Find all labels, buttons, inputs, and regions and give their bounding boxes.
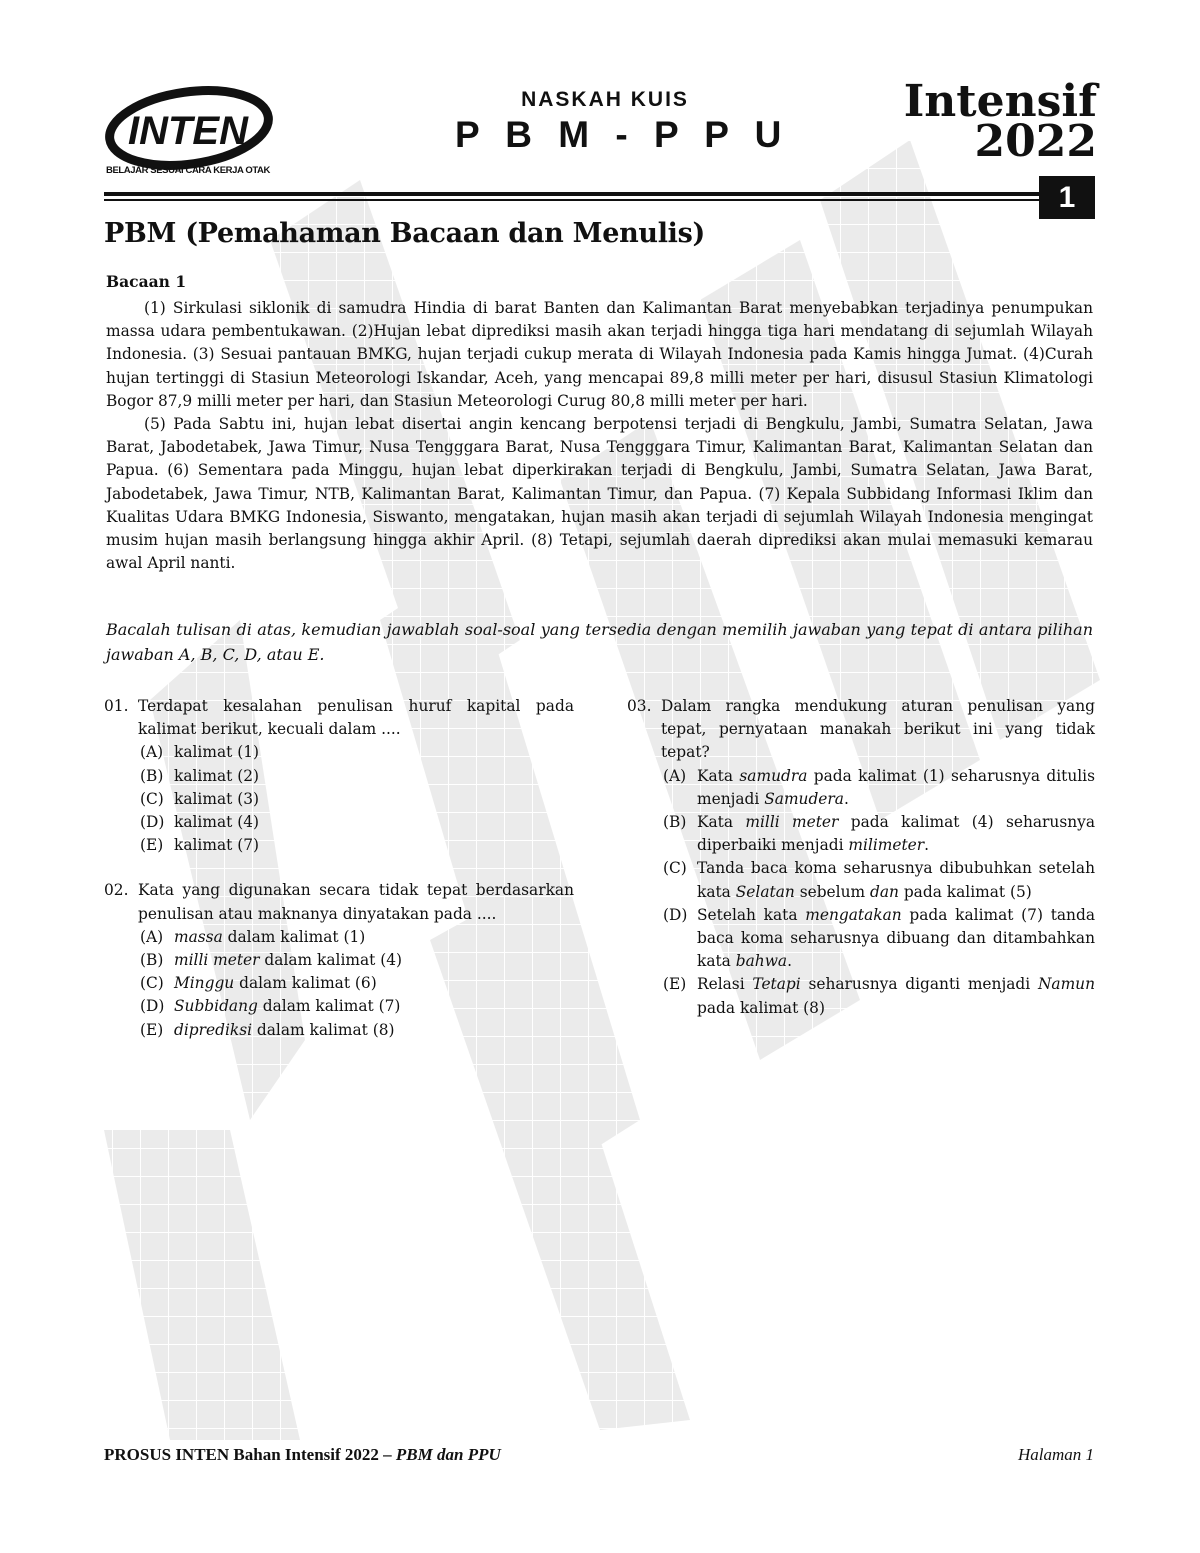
question-text: Terdapat kesalahan penulisan huruf kapital pada kalimat berikut, kecuali dalam .... [138, 697, 574, 739]
header-program [903, 76, 1097, 167]
header-subtitle: NASKAH KUIS [521, 88, 689, 111]
answer-option[interactable]: (E) Relasi Tetapi seharusnya diganti menjadi Namun pada kalimat (8) [663, 975, 1095, 1017]
answer-option[interactable]: (B) kalimat (2) [140, 766, 259, 785]
header-title: P B M - P P U [455, 114, 790, 155]
question-number: 03. [627, 697, 652, 715]
page-number-badge: 1 [1039, 176, 1095, 219]
instruction-text: Bacalah tulisan di atas, kemudian jawablah soal-soal yang tersedia dengan memilih jawaban yang tepat di antara pilihan jawaban A, B, C, D, atau E. [106, 620, 1093, 664]
program-name: Intensif [903, 76, 1097, 127]
question-text: Kata yang digunakan secara tidak tepat berdasarkan penulisan atau maknanya dinyatakan pada .... [138, 881, 574, 923]
question-02 [104, 879, 574, 1041]
question-number: 01. [104, 697, 129, 715]
passage-body [106, 297, 1093, 575]
answer-option[interactable]: (C) Tanda baca koma seharusnya dibubuhkan setelah kata Selatan sebelum dan pada kalimat (5) [663, 859, 1095, 901]
logo-tagline: BELAJAR SESUAI CARA KERJA OTAK [106, 165, 270, 176]
footer-page-number: Halaman 1 [1017, 1445, 1094, 1464]
answer-option[interactable]: (A) kalimat (1) [140, 743, 259, 762]
answer-option[interactable]: (C) kalimat (3) [140, 789, 259, 808]
section-title: PBM (Pemahaman Bacaan dan Menulis) [104, 218, 706, 249]
header-rule [104, 192, 1094, 196]
header-center [455, 88, 790, 156]
question-text: Dalam rangka mendukung aturan penulisan yang tepat, pernyataan manakah berikut ini yang tidak tepat? [661, 697, 1095, 762]
question-number: 02. [104, 881, 129, 900]
answer-option[interactable]: (D) Subbidang dalam kalimat (7) [140, 997, 401, 1016]
answer-option[interactable]: (D) kalimat (4) [140, 813, 259, 832]
answer-option[interactable]: (E) diprediksi dalam kalimat (8) [140, 1020, 395, 1039]
passage-paragraph: (1) Sirkulasi siklonik di samudra Hindia di barat Banten dan Kalimantan Barat menyebabkan terjadinya penumpukan massa udara pembentukawan. (2)Hujan lebat diprediksi masih akan terjadi hingga tiga hari mendatang di sejumlah Wilayah Indonesia. (3) Sesuai pantauan BMKG, hujan terjadi cukup merata di Wilayah Indonesia pada Kamis hingga Jumat. (4)Curah hujan tertinggi di Stasiun Meteorologi Iskandar, Aceh, yang mencapai 89,8 milli meter per hari, disusul Stasiun Klimatologi Bogor 87,9 milli meter per hari, dan Stasiun Meteorologi Curug 80,8 milli meter per hari. [106, 299, 1093, 410]
answer-option[interactable]: (B) milli meter dalam kalimat (4) [140, 951, 403, 970]
question-01 [104, 695, 574, 857]
answer-option[interactable]: (E) kalimat (7) [140, 836, 259, 855]
question-column-right [627, 695, 1095, 1042]
answer-option[interactable]: (A) massa dalam kalimat (1) [140, 927, 366, 946]
footer-source: PROSUS INTEN Bahan Intensif 2022 – PBM dan PPU [104, 1445, 501, 1464]
passage-paragraph: (5) Pada Sabtu ini, hujan lebat disertai angin kencang berpotensi terjadi di Bengkulu, Jambi, Sumatra Selatan, Jawa Barat, Jabodetabek, Jawa Timur, Nusa Tengggara Barat, Nusa Tengggara Timur, Kalimantan Barat, Kalimantan Selatan dan Papua. (6) Sementara pada Minggu, hujan lebat diperkirakan terjadi di Bengkulu, Jambi, Sumatra Selatan, Jawa Barat, Jabodetabek, Jawa Timur, NTB, Kalimantan Barat, Kalimantan Timur, dan Papua. (7) Kepala Subbidang Informasi Iklim dan Kualitas Udara BMKG Indonesia, Siswanto, mengatakan, hujan masih akan terjadi di sejumlah Wilayah Indonesia mengingat musim hujan masih berlangsung hingga akhir April. (8) Tetapi, sejumlah daerah diprediksi akan mulai memasuki kemarau awal April nanti. [106, 415, 1093, 573]
header-rule-thin [104, 199, 1094, 201]
answer-option[interactable]: (C) Minggu dalam kalimat (6) [140, 974, 377, 993]
question-column-left [104, 695, 574, 1064]
answer-option[interactable]: (B) Kata milli meter pada kalimat (4) seharusnya diperbaiki menjadi milimeter. [663, 813, 1095, 855]
passage-title: Bacaan 1 [106, 272, 187, 291]
answer-option[interactable]: (A) Kata samudra pada kalimat (1) seharusnya ditulis menjadi Samudera. [663, 766, 1095, 808]
program-year: 2022 [974, 116, 1097, 167]
question-03 [627, 695, 1095, 1020]
logo-text: INTEN [128, 109, 248, 153]
answer-option[interactable]: (D) Setelah kata mengatakan pada kalimat (7) tanda baca koma seharusnya dibuang dan ditambahkan kata bahwa. [663, 905, 1095, 971]
